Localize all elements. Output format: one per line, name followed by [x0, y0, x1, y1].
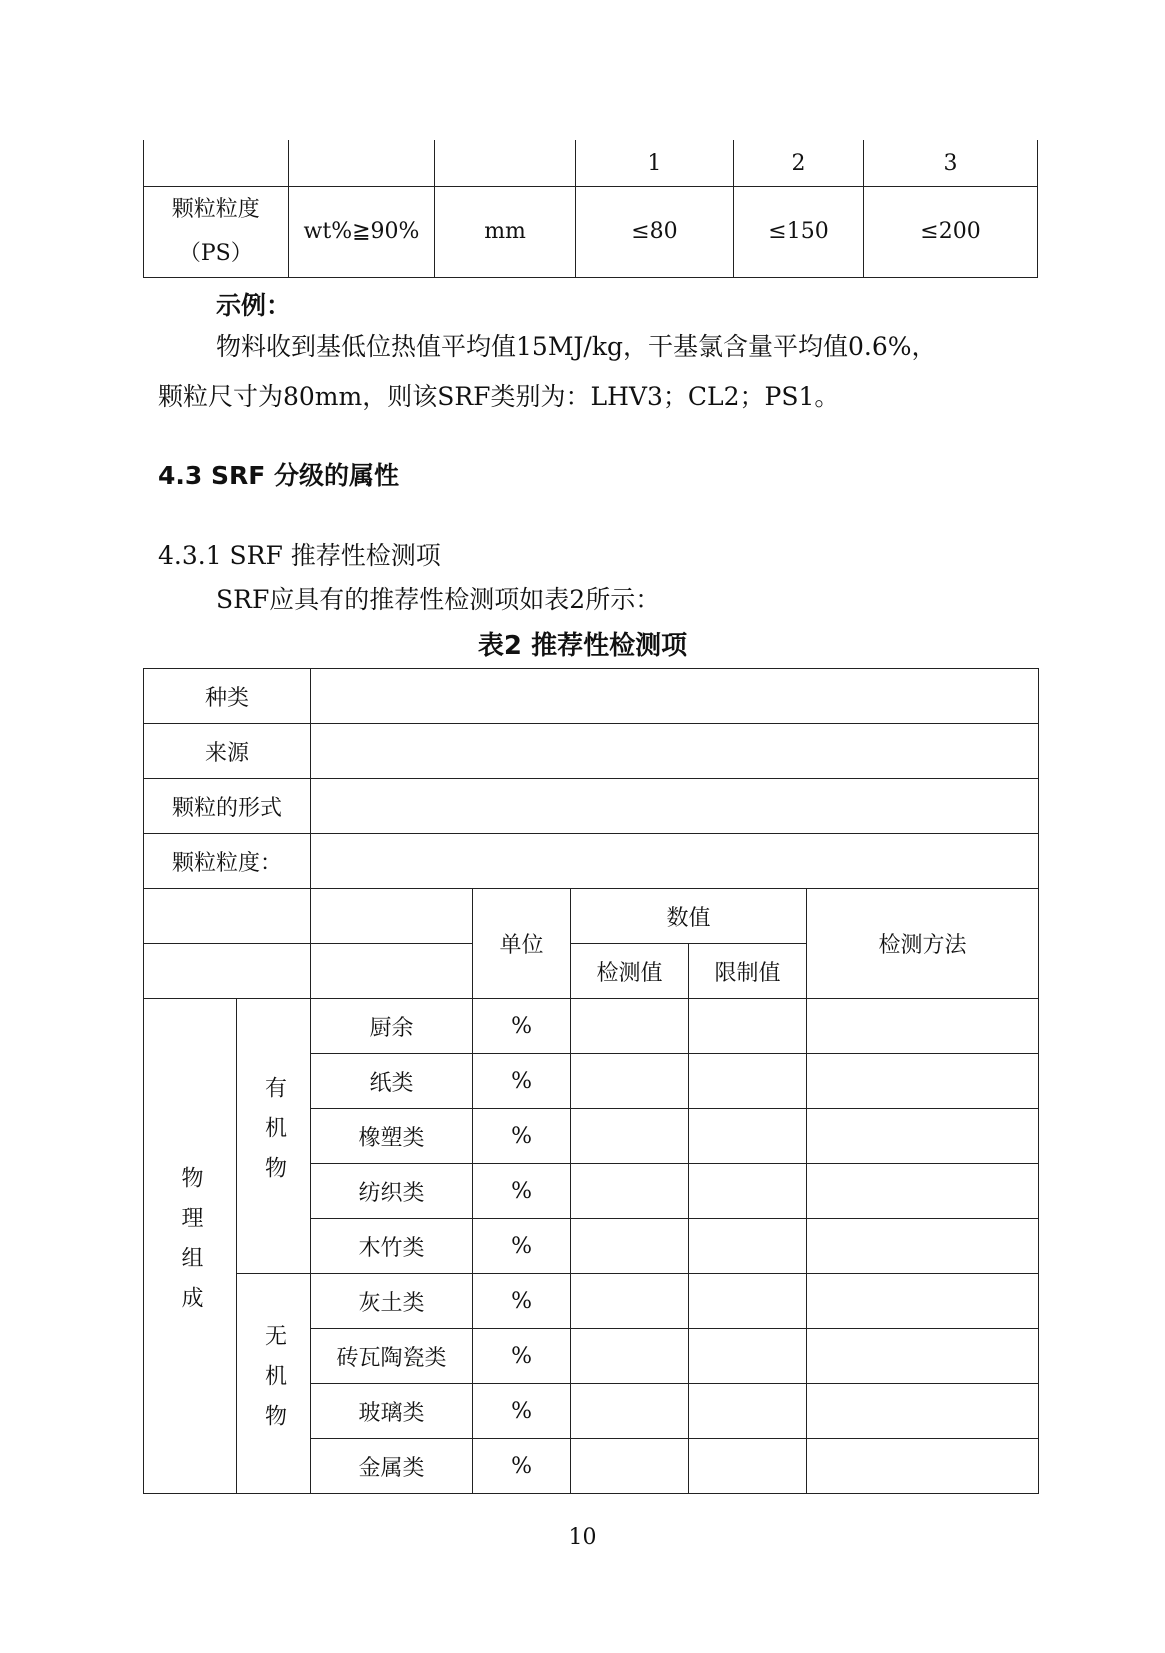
table-row — [144, 724, 1039, 779]
method-cell — [807, 1219, 1039, 1274]
blank-header-cell — [311, 944, 473, 999]
blank-header-cell — [311, 889, 473, 944]
table-row — [144, 1274, 1039, 1329]
class-1-header: 1 — [575, 140, 733, 187]
method-cell — [807, 1054, 1039, 1109]
measured-cell — [571, 1329, 689, 1384]
table-row — [144, 999, 1039, 1054]
intro-paragraph: SRF应具有的推荐性检测项如表2所示： — [216, 585, 661, 614]
item-unit: % — [473, 1329, 571, 1384]
limit-cell — [689, 1164, 807, 1219]
limit-cell — [689, 1384, 807, 1439]
class-1-value: ≤80 — [575, 187, 733, 278]
measured-cell — [571, 1274, 689, 1329]
statistic-cell: wt%≧90% — [288, 187, 435, 278]
info-value — [311, 779, 1039, 834]
method-cell — [807, 999, 1039, 1054]
class-2-value: ≤150 — [734, 187, 864, 278]
info-label: 来源 — [144, 724, 311, 779]
parameter-name-cell — [144, 187, 289, 278]
info-value — [311, 724, 1039, 779]
table-row — [144, 669, 1039, 724]
blank-header-cell — [144, 944, 311, 999]
info-label: 种类 — [144, 669, 311, 724]
item-unit: % — [473, 1219, 571, 1274]
limit-cell — [689, 1109, 807, 1164]
blank-header-cell — [144, 889, 311, 944]
table-row — [144, 834, 1039, 889]
item-name: 纺织类 — [311, 1164, 473, 1219]
measured-cell — [571, 1109, 689, 1164]
item-unit: % — [473, 1274, 571, 1329]
measured-cell — [571, 1384, 689, 1439]
example-line-1: 物料收到基低位热值平均值15MJ/kg，干基氯含量平均值0.6%， — [216, 332, 937, 361]
item-unit: % — [473, 1054, 571, 1109]
subgroup-label-organic — [237, 999, 311, 1274]
recommended-test-items-table — [143, 668, 1039, 1494]
table-cell — [144, 140, 289, 187]
item-name: 玻璃类 — [311, 1384, 473, 1439]
measured-cell — [571, 1439, 689, 1494]
table-row — [144, 187, 1038, 278]
measured-cell — [571, 1054, 689, 1109]
parameter-name: 颗粒粒度 — [171, 197, 260, 222]
item-name: 灰土类 — [311, 1274, 473, 1329]
parameter-code: （PS） — [178, 241, 253, 266]
info-label: 颗粒粒度： — [144, 834, 311, 889]
method-cell — [807, 1274, 1039, 1329]
measured-cell — [571, 1219, 689, 1274]
item-unit: % — [473, 999, 571, 1054]
section-heading-4-3-1: 4.3.1 SRF 推荐性检测项 — [158, 541, 441, 570]
class-2-header: 2 — [734, 140, 864, 187]
table-caption: 表2 推荐性检测项 — [477, 631, 688, 661]
table-row — [144, 140, 1038, 187]
method-cell — [807, 1164, 1039, 1219]
method-cell — [807, 1384, 1039, 1439]
limit-cell — [689, 999, 807, 1054]
table-header-row — [144, 889, 1039, 944]
method-header: 检测方法 — [807, 889, 1039, 999]
item-unit: % — [473, 1384, 571, 1439]
limit-cell — [689, 1219, 807, 1274]
table-row — [144, 779, 1039, 834]
item-name: 纸类 — [311, 1054, 473, 1109]
value-header: 数值 — [571, 889, 807, 944]
measured-cell — [571, 999, 689, 1054]
item-name: 橡塑类 — [311, 1109, 473, 1164]
item-name: 金属类 — [311, 1439, 473, 1494]
class-3-header: 3 — [863, 140, 1037, 187]
item-unit: % — [473, 1164, 571, 1219]
method-cell — [807, 1109, 1039, 1164]
subgroup-label-inorganic — [237, 1274, 311, 1494]
table-cell — [435, 140, 575, 187]
table-cell — [288, 140, 435, 187]
item-unit: % — [473, 1439, 571, 1494]
item-name: 厨余 — [311, 999, 473, 1054]
page-number: 10 — [568, 1525, 597, 1550]
limit-cell — [689, 1054, 807, 1109]
subgroup-label: 无机物 — [261, 1323, 287, 1444]
method-cell — [807, 1329, 1039, 1384]
method-cell — [807, 1439, 1039, 1494]
class-3-value: ≤200 — [863, 187, 1037, 278]
measured-cell — [571, 1164, 689, 1219]
info-value — [311, 669, 1039, 724]
group-label-physical-composition — [144, 999, 237, 1494]
example-title: 示例： — [216, 291, 292, 320]
limit-cell — [689, 1329, 807, 1384]
item-name: 木竹类 — [311, 1219, 473, 1274]
example-line-2: 颗粒尺寸为80mm，则该SRF类别为：LHV3；CL2；PS1。 — [158, 382, 840, 411]
classification-table-continuation — [143, 140, 1038, 278]
item-name: 砖瓦陶瓷类 — [311, 1329, 473, 1384]
unit-cell: mm — [435, 187, 575, 278]
section-heading-4-3: 4.3 SRF 分级的属性 — [158, 461, 400, 490]
limit-cell — [689, 1274, 807, 1329]
limit-cell — [689, 1439, 807, 1494]
info-label: 颗粒的形式 — [144, 779, 311, 834]
item-unit: % — [473, 1109, 571, 1164]
measured-header: 检测值 — [571, 944, 689, 999]
limit-header: 限制值 — [689, 944, 807, 999]
group-label: 物理组成 — [178, 1166, 203, 1326]
info-value — [311, 834, 1039, 889]
subgroup-label: 有机物 — [261, 1076, 287, 1196]
unit-header: 单位 — [473, 889, 571, 999]
